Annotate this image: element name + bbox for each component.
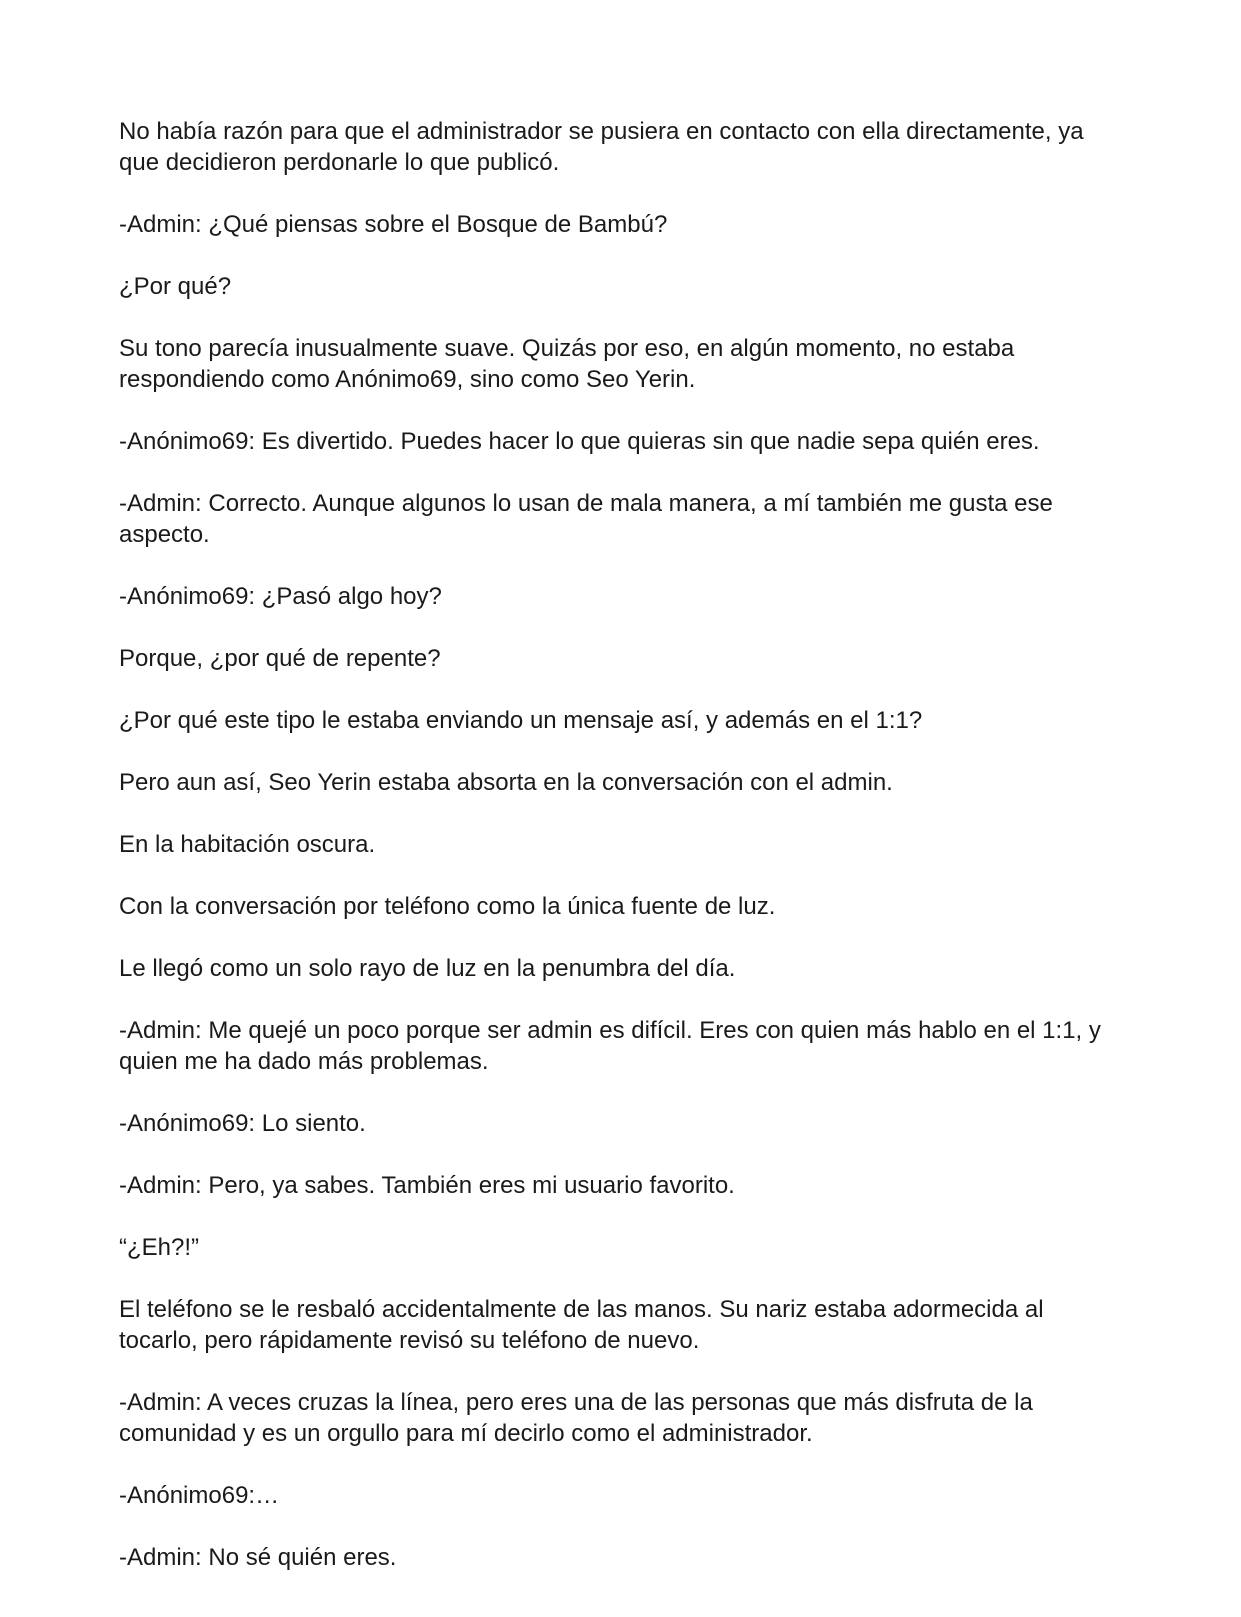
paragraph: ¿Por qué? <box>119 273 232 300</box>
paragraph: -Anónimo69:… <box>119 1482 280 1509</box>
paragraph: Su tono parecía inusualmente suave. Quizás por eso, en algún momento, no estaba respondiendo como Anónimo69, sino como Seo Yerin. <box>119 335 1015 393</box>
paragraph: -Anónimo69: Lo siento. <box>119 1110 366 1137</box>
paragraph: Le llegó como un solo rayo de luz en la penumbra del día. <box>119 955 736 982</box>
paragraph: No había razón para que el administrador se pusiera en contacto con ella directamente, ya que decidieron perdonarle lo que publicó. <box>119 118 1084 176</box>
paragraph: -Admin: Pero, ya sabes. También eres mi usuario favorito. <box>119 1172 735 1199</box>
paragraph: -Admin: Correcto. Aunque algunos lo usan de mala manera, a mí también me gusta ese aspecto. <box>119 490 1053 548</box>
paragraph: -Anónimo69: Es divertido. Puedes hacer lo que quieras sin que nadie sepa quién eres. <box>119 428 1040 455</box>
paragraph: -Admin: A veces cruzas la línea, pero eres una de las personas que más disfruta de la comunidad y es un orgullo para mí decirlo como el administrador. <box>119 1389 1033 1447</box>
paragraph: El teléfono se le resbaló accidentalmente de las manos. Su nariz estaba adormecida al tocarlo, pero rápidamente revisó su teléfono de nuevo. <box>119 1296 1044 1354</box>
paragraph: -Admin: ¿Qué piensas sobre el Bosque de Bambú? <box>119 211 668 238</box>
paragraph: Con la conversación por teléfono como la única fuente de luz. <box>119 893 776 920</box>
paragraph: En la habitación oscura. <box>119 831 376 858</box>
paragraph: -Admin: Me quejé un poco porque ser admin es difícil. Eres con quien más hablo en el 1:1, y quien me ha dado más problemas. <box>119 1017 1101 1075</box>
document-page <box>119 116 1119 1604</box>
paragraph: “¿Eh?!” <box>119 1234 200 1261</box>
paragraph: -Anónimo69: ¿Pasó algo hoy? <box>119 583 442 610</box>
paragraph: -Admin: No sé quién eres. <box>119 1544 397 1571</box>
paragraph: Porque, ¿por qué de repente? <box>119 645 441 672</box>
paragraph: Pero aun así, Seo Yerin estaba absorta en la conversación con el admin. <box>119 769 893 796</box>
paragraph: ¿Por qué este tipo le estaba enviando un mensaje así, y además en el 1:1? <box>119 707 923 734</box>
